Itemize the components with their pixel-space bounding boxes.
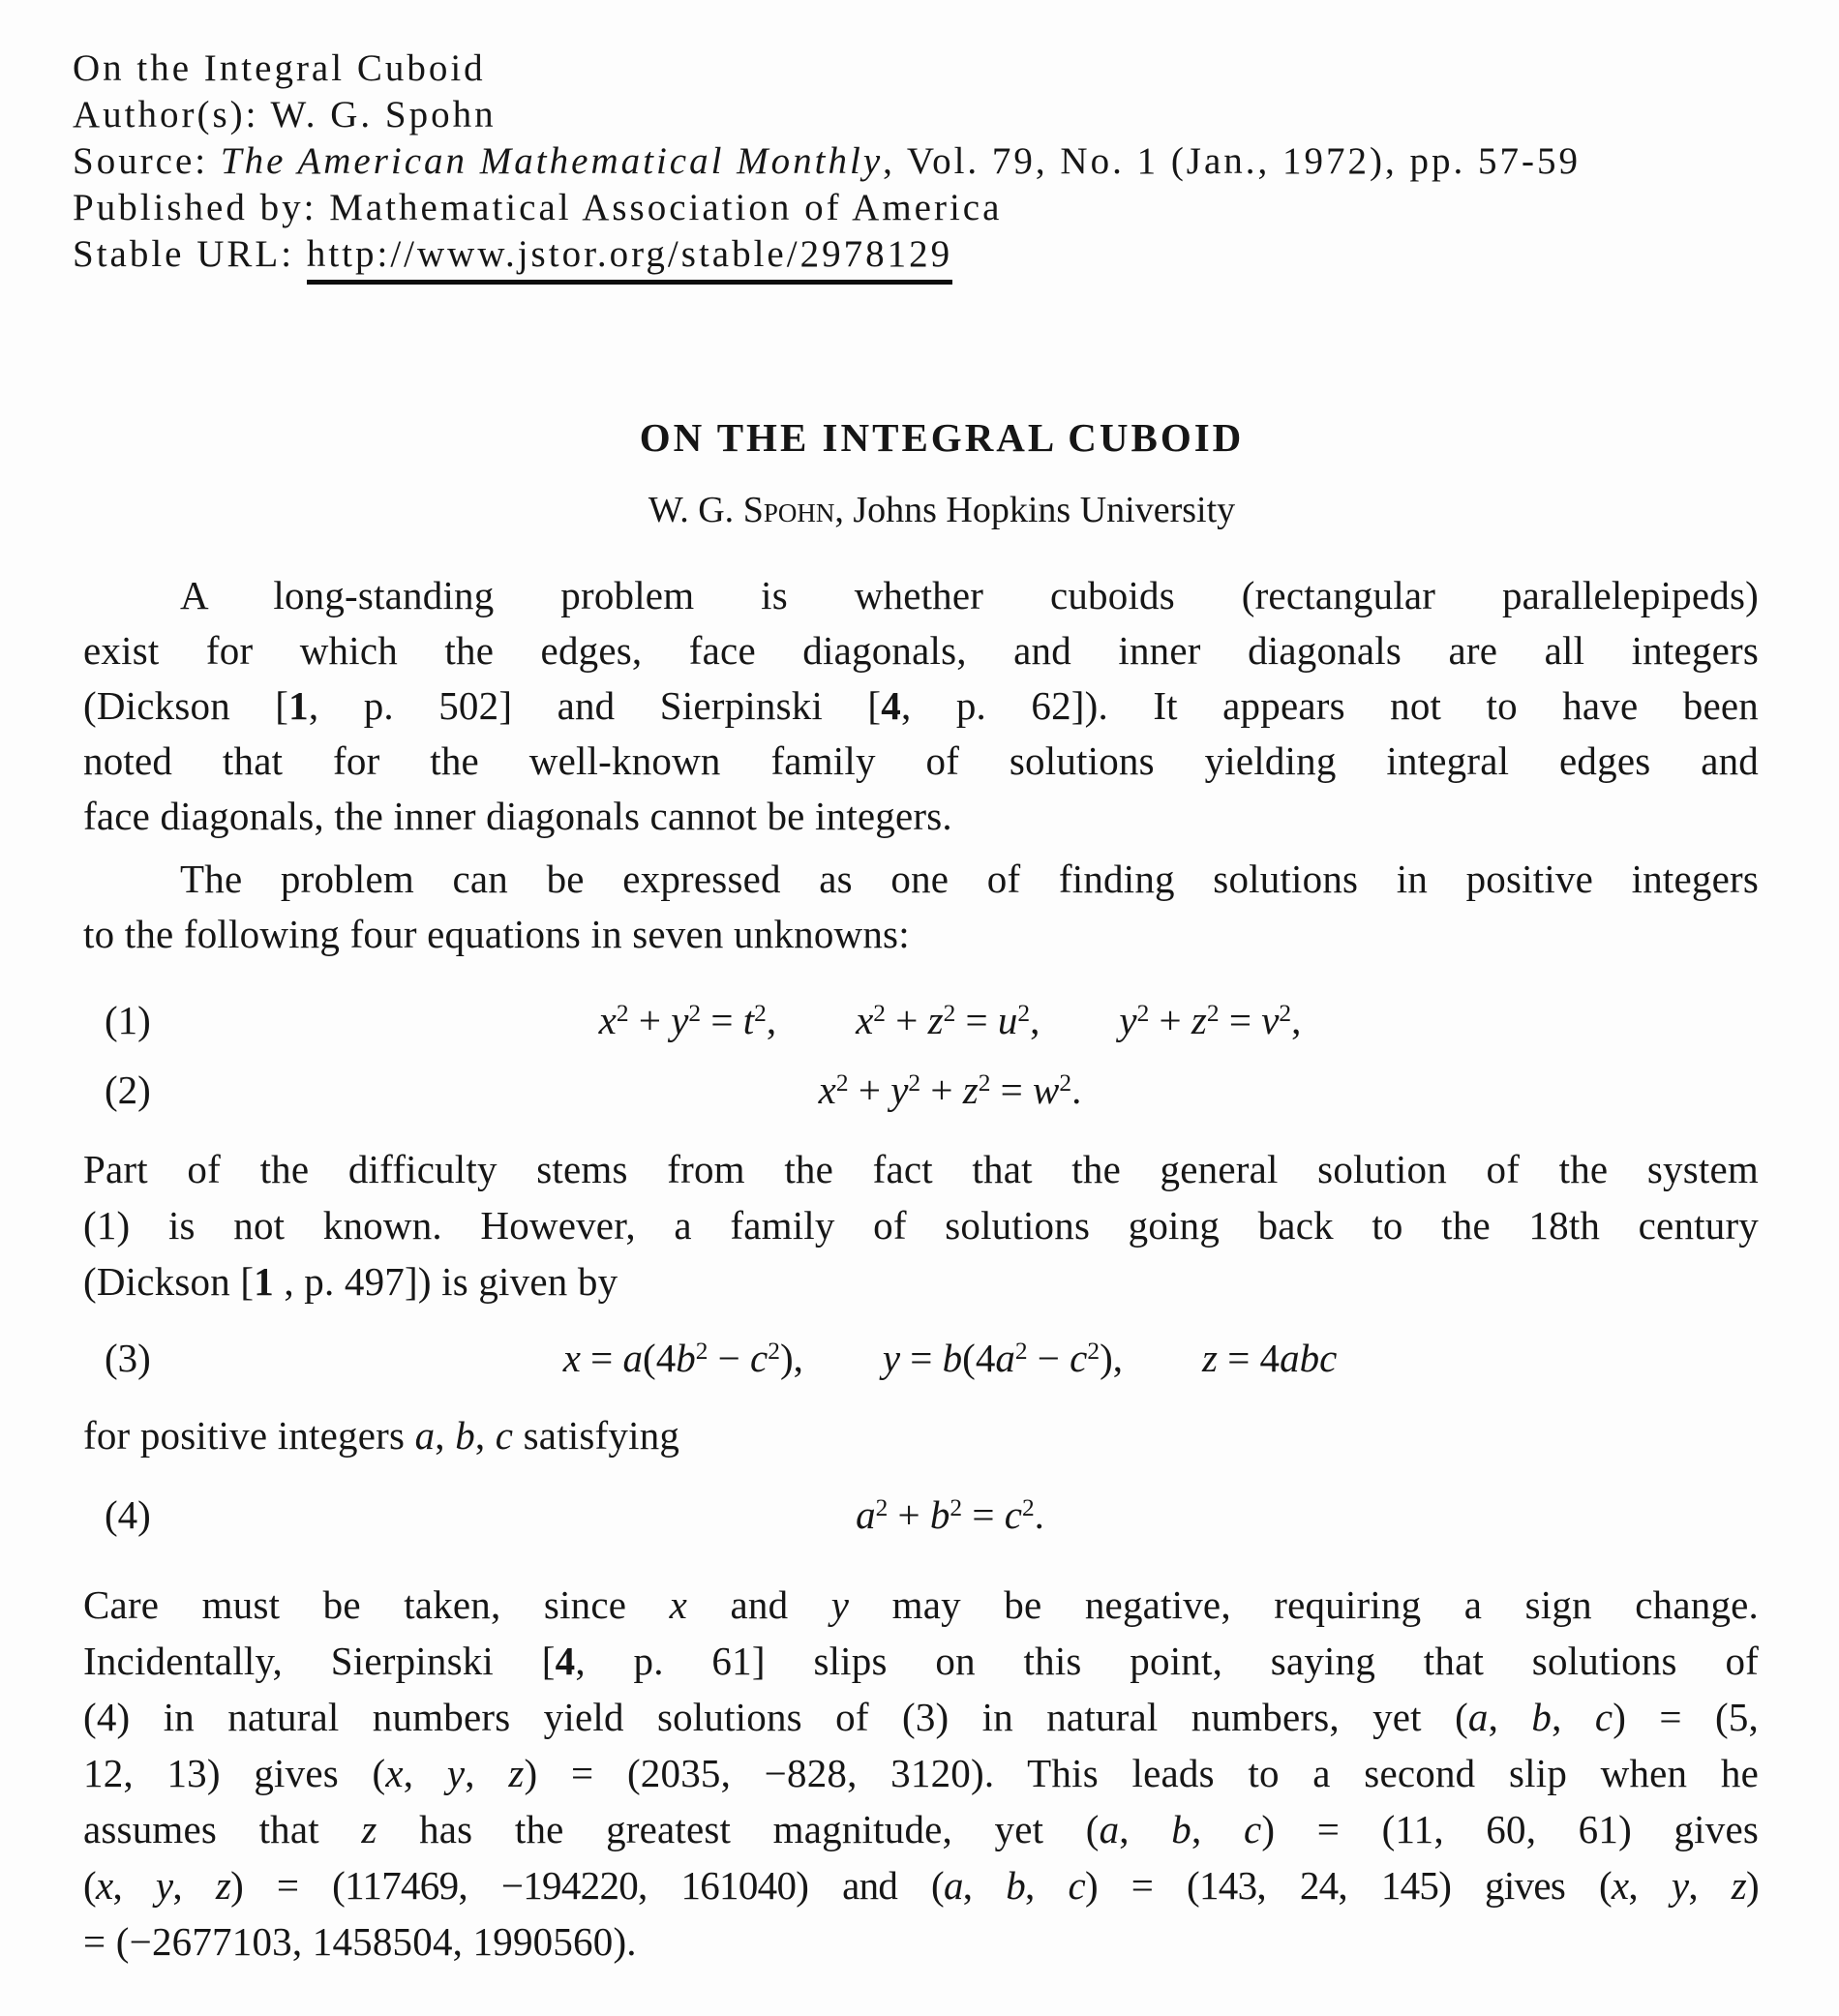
article-byline: W. G. Spohn, Johns Hopkins University — [648, 490, 1236, 530]
paragraph-line: 12, 13) gives (x, y, z) = (2035, −828, 3120). This leads to a second slip when he — [83, 1751, 1759, 1795]
paragraph-line: noted that for the well-known family of solutions yielding integral edges and — [83, 738, 1759, 783]
equation-4 — [83, 1488, 1759, 1543]
paragraph-line: assumes that z has the greatest magnitude, yet (a, b, c) = (11, 60, 61) gives — [83, 1807, 1760, 1851]
paragraph-line: The problem can be expressed as one of finding solutions in positive integers — [180, 857, 1759, 901]
coversheet-author-line — [73, 92, 1581, 138]
jstor-coversheet — [73, 45, 1581, 278]
paragraph-line: A long-standing problem is whether cuboids (rectangular parallelepipeds) — [180, 573, 1759, 617]
paragraph-line: exist for which the edges, face diagonals, and inner diagonals are all integers — [83, 628, 1759, 673]
author-value: W. G. Spohn — [270, 94, 497, 135]
equation-3-label: (3) — [105, 1336, 151, 1380]
paragraph-4 — [83, 1408, 1759, 1463]
coversheet-published-line — [73, 185, 1581, 231]
equation-4-body: $a^2 + b^2 = c^2$. — [856, 1492, 1044, 1537]
coversheet-source-line — [73, 138, 1581, 185]
equation-2-label: (2) — [105, 1068, 151, 1112]
paragraph-line: (4) in natural numbers yield solutions of (3) in natural numbers, yet (a, b, c) = (5, — [83, 1695, 1759, 1739]
paragraph-line: Care must be taken, since x and y may be negative, requiring a sign change. — [83, 1582, 1759, 1627]
equation-4-label: (4) — [105, 1492, 151, 1537]
source-label: Source: — [73, 140, 221, 182]
source-detail: , Vol. 79, No. 1 (Jan., 1972), pp. 57-59 — [883, 140, 1582, 182]
stable-url-label: Stable URL: — [73, 233, 307, 275]
paragraph-3 — [83, 1141, 1759, 1309]
paragraph-line: Incidentally, Sierpinski [4, p. 61] slips on this point, saying that solutions of — [83, 1639, 1759, 1683]
paragraph-5 — [83, 1577, 1759, 1970]
coversheet-url-line — [73, 231, 1581, 278]
paragraph-line: (1) is not known. However, a family of solutions going back to the 18th century — [83, 1203, 1759, 1248]
paragraph-2 — [83, 852, 1759, 962]
equation-1 — [83, 993, 1759, 1048]
equation-2 — [83, 1063, 1759, 1118]
equation-2-body: $x^2 + y^2 + z^2 = w^2$. — [818, 1068, 1082, 1112]
equation-3 — [83, 1331, 1759, 1386]
paragraph-line: (Dickson [1 , p. 497]) is given by — [83, 1259, 618, 1304]
paragraph-1 — [83, 568, 1759, 844]
equation-1-body: $x^2 + y^2 = t^2$, $x^2 + z^2 = u^2$, $y^2 + z^2 = v^2$, — [598, 998, 1302, 1042]
publisher-name: Mathematical Association of America — [329, 187, 1003, 228]
coversheet-title: On the Integral Cuboid — [73, 47, 486, 89]
paragraph-line: Part of the difficulty stems from the fact that the general solution of the system — [83, 1147, 1759, 1191]
article-title: ON THE INTEGRAL CUBOID — [639, 415, 1245, 460]
paragraph-line: = (−2677103, 1458504, 1990560). — [83, 1919, 637, 1964]
published-label: Published by: — [73, 187, 330, 228]
paragraph-line: to the following four equations in seven unknowns: — [83, 912, 910, 956]
journal-name: The American Mathematical Monthly — [220, 140, 884, 182]
paragraph-line: (x, y, z) = (117469, −194220, 161040) and (a, b, c) = (143, 24, 145) gives (x, y, z) — [83, 1863, 1759, 1908]
paragraph-line: for positive integers a, b, c satisfying — [83, 1413, 680, 1458]
author-label: Author(s): — [73, 94, 271, 135]
paragraph-line: (Dickson [1, p. 502] and Sierpinski [4, p. 62]). It appears not to have been — [83, 683, 1759, 728]
stable-url-link[interactable]: http://www.jstor.org/stable/2978129 — [307, 233, 952, 285]
paragraph-line: face diagonals, the inner diagonals cannot be integers. — [83, 794, 952, 838]
equation-3-body: $x = a(4b^2 - c^2)$, $y = b(4a^2 - c^2)$, z = 4abc — [562, 1336, 1338, 1380]
equation-1-label: (1) — [105, 998, 151, 1042]
